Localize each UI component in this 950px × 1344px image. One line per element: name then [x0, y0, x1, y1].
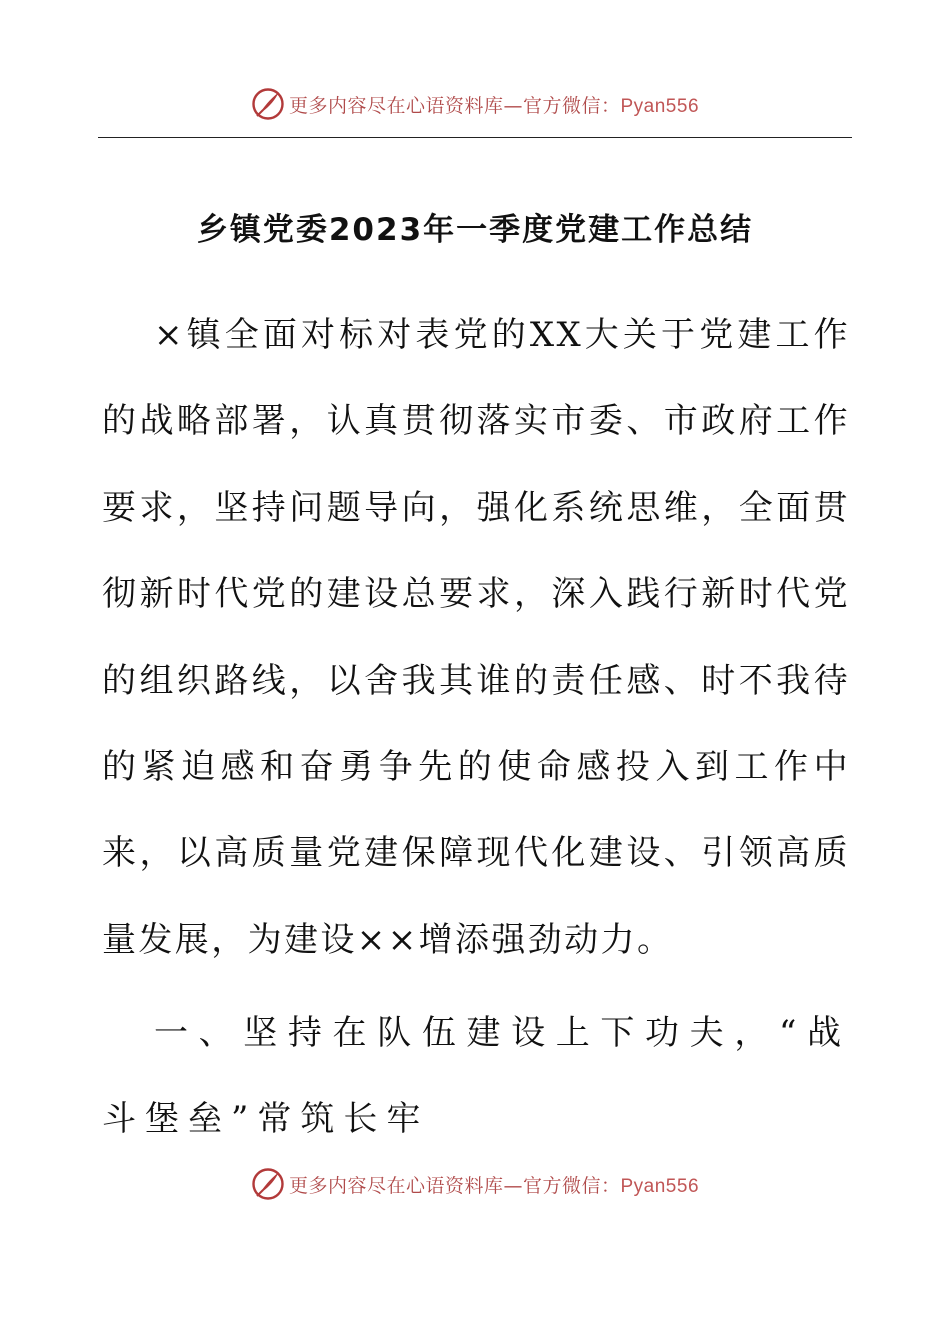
wechat-id: Pyan556	[620, 1175, 700, 1197]
header-banner-text: 更多内容尽在心语资料库—官方微信：Pyan556	[288, 94, 700, 117]
header-banner	[0, 82, 950, 126]
footer-banner	[0, 1162, 950, 1206]
quill-pen-logo-icon	[251, 87, 285, 121]
footer-banner-text: 更多内容尽在心语资料库—官方微信：Pyan556	[288, 1174, 700, 1197]
section-heading: 一、坚持在队伍建设上下功夫，“战斗堡垒”常筑长牢	[102, 1013, 850, 1140]
header-divider	[98, 137, 852, 138]
document-title: 乡镇党委2023年一季度党建工作总结	[196, 212, 754, 248]
body-paragraph: ×镇全面对标对表党的XX大关于党建工作的战略部署，认真贯彻落实市委、市政府工作要求，坚持问题导向，强化系统思维，全面贯彻新时代党的建设总要求，深入践行新时代党的组织路线，以舍我其谁的责任感、时不我待的紧迫感和奋勇争先的使命感投入到工作中来，以高质量党建保障现代化建设、引领高质量发展，为建设××增添强劲动力。	[102, 315, 850, 960]
wechat-id: Pyan556	[620, 95, 700, 117]
quill-pen-logo-icon	[251, 1167, 285, 1201]
